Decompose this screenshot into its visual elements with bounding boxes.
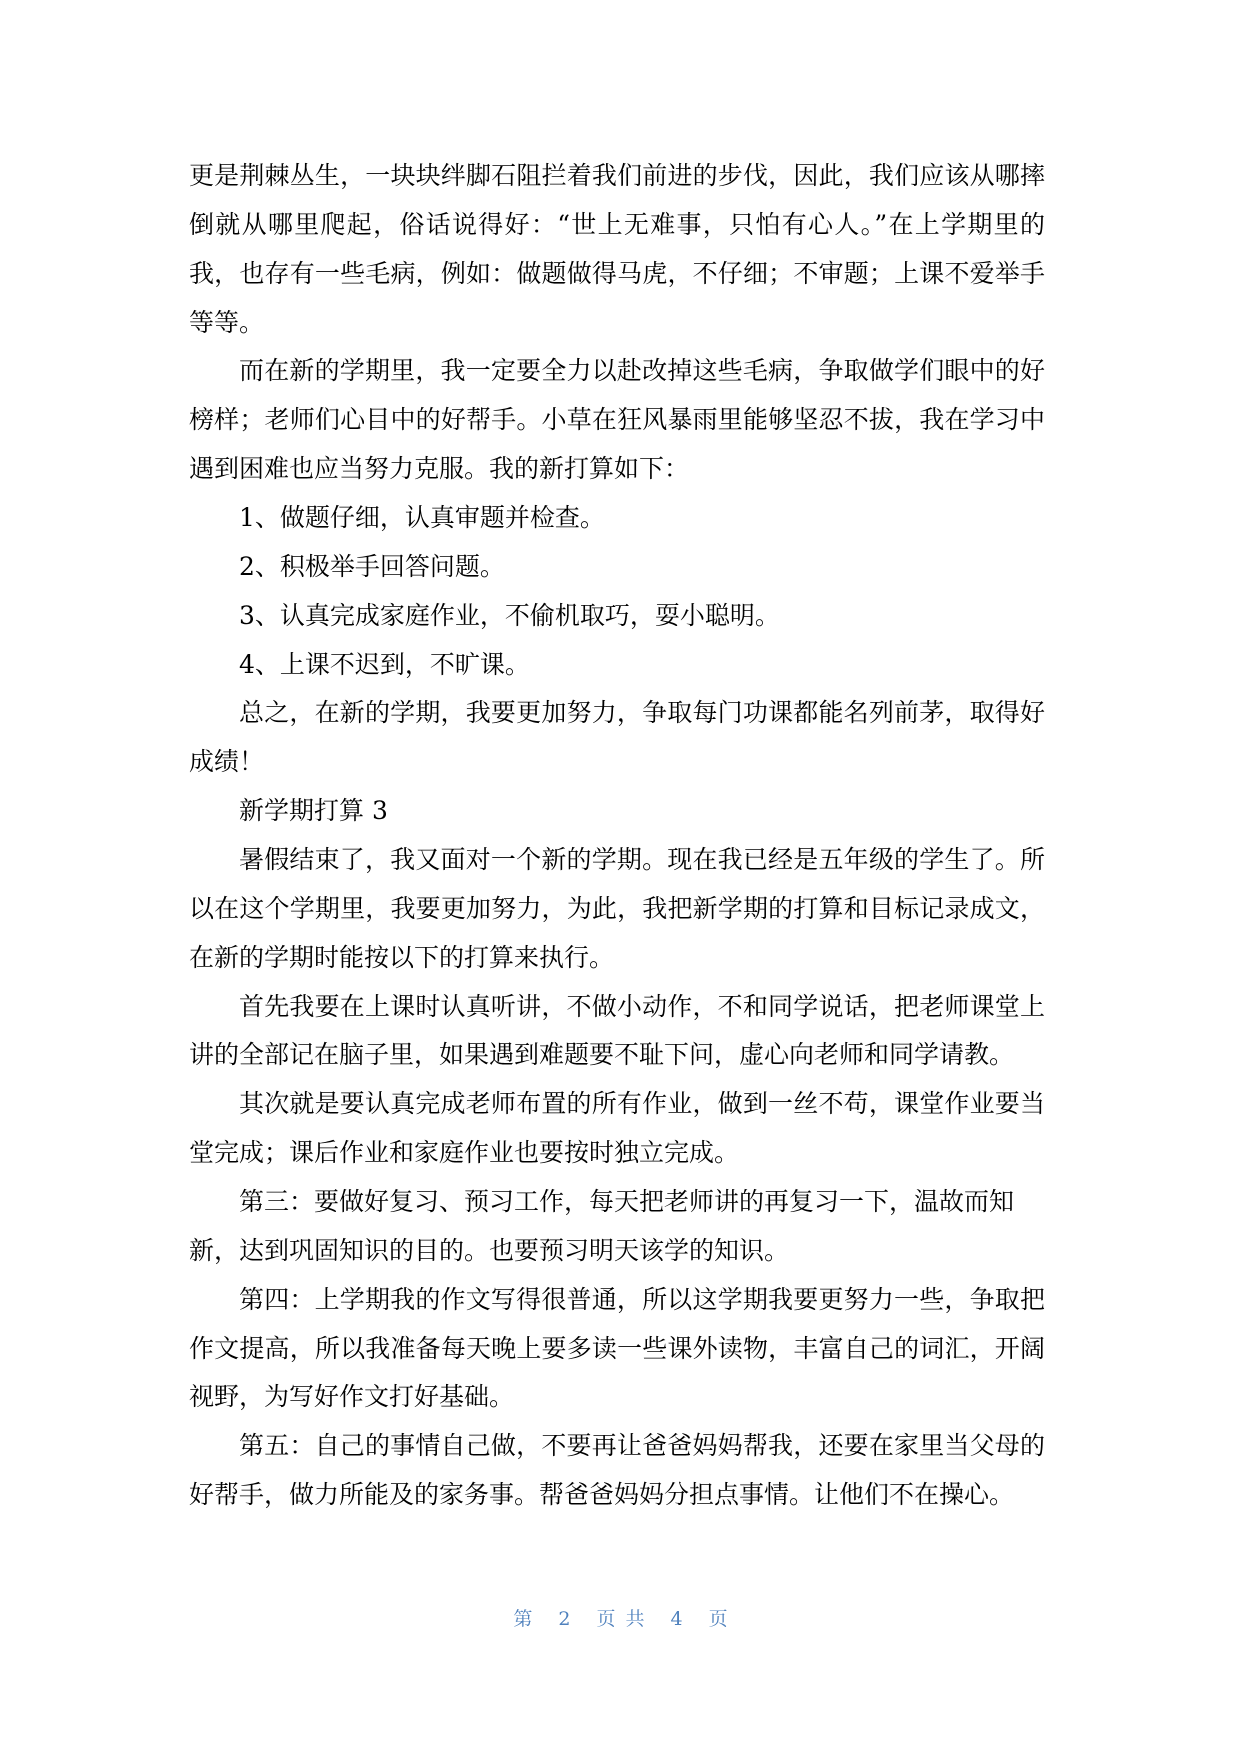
page-number-footer: 第 2 页共 4 页 xyxy=(513,1608,738,1630)
section-heading xyxy=(189,787,1045,836)
text-line: 榜样；老师们心目中的好帮手。小草在狂风暴雨里能够坚忍不拔，我在学习中 xyxy=(189,405,1045,435)
text-line: 3、认真完成家庭作业，不偷机取巧，耍小聪明。 xyxy=(239,600,780,630)
text-line: 第四：上学期我的作文写得很普通，所以这学期我要更努力一些，争取把 xyxy=(239,1284,1045,1314)
text-line: 堂完成；课后作业和家庭作业也要按时独立完成。 xyxy=(189,1138,740,1168)
text-line: 作文提高，所以我准备每天晚上要多读一些课外读物，丰富自己的词汇，开阔 xyxy=(189,1333,1045,1363)
list-item xyxy=(189,641,1045,690)
list-item xyxy=(189,494,1045,543)
text-line: 更是荆棘丛生，一块块绊脚石阻拦着我们前进的步伐，因此，我们应该从哪摔 xyxy=(189,161,1045,190)
paragraph xyxy=(189,1080,1045,1178)
text-line: 4、上课不迟到，不旷课。 xyxy=(239,649,530,679)
text-line: 第三：要做好复习、预习工作，每天把老师讲的再复习一下，温故而知 xyxy=(239,1187,1015,1217)
paragraph xyxy=(189,152,1045,347)
text-line: 等等。 xyxy=(189,307,265,337)
text-line: 新学期打算 3 xyxy=(239,796,388,826)
text-line: 1、做题仔细，认真审题并检查。 xyxy=(239,503,605,533)
paragraph xyxy=(189,689,1045,787)
text-line: 讲的全部记在脑子里，如果遇到难题要不耻下问，虚心向老师和同学请教。 xyxy=(189,1040,1015,1070)
document-body xyxy=(189,152,1045,1520)
text-line: 2、积极举手回答问题。 xyxy=(239,551,505,581)
text-line: 总之，在新的学期，我要更加努力，争取每门功课都能名列前茅，取得好 xyxy=(239,698,1045,728)
text-line: 好帮手，做力所能及的家务事。帮爸爸妈妈分担点事情。让他们不在操心。 xyxy=(189,1480,1015,1510)
paragraph xyxy=(189,1178,1045,1276)
text-line: 而在新的学期里，我一定要全力以赴改掉这些毛病，争取做学们眼中的好 xyxy=(239,356,1045,386)
text-line: 新，达到巩固知识的目的。也要预习明天该学的知识。 xyxy=(189,1235,790,1265)
list-item xyxy=(189,543,1045,592)
text-line: 以在这个学期里，我要更加努力，为此，我把新学期的打算和目标记录成文， xyxy=(189,893,1045,923)
text-line: 在新的学期时能按以下的打算来执行。 xyxy=(189,942,615,972)
text-line: 成绩！ xyxy=(189,747,265,777)
text-line: 遇到困难也应当努力克服。我的新打算如下： xyxy=(189,454,690,484)
text-line: 倒就从哪里爬起，俗话说得好：“世上无难事，只怕有心人。”在上学期里的 xyxy=(189,209,1045,239)
list-item xyxy=(189,592,1045,641)
paragraph xyxy=(189,1422,1045,1520)
paragraph xyxy=(189,1276,1045,1423)
text-line: 我，也存有一些毛病，例如：做题做得马虎，不仔细；不审题；上课不爱举手 xyxy=(189,258,1045,288)
text-line: 视野，为写好作文打好基础。 xyxy=(189,1382,515,1412)
text-line: 首先我要在上课时认真听讲，不做小动作，不和同学说话，把老师课堂上 xyxy=(239,991,1045,1021)
text-line: 其次就是要认真完成老师布置的所有作业，做到一丝不苟，课堂作业要当 xyxy=(239,1089,1045,1119)
text-line: 第五：自己的事情自己做，不要再让爸爸妈妈帮我，还要在家里当父母的 xyxy=(239,1431,1045,1461)
paragraph xyxy=(189,983,1045,1081)
paragraph xyxy=(189,347,1045,494)
paragraph xyxy=(189,836,1045,983)
text-line: 暑假结束了，我又面对一个新的学期。现在我已经是五年级的学生了。所 xyxy=(239,845,1045,875)
